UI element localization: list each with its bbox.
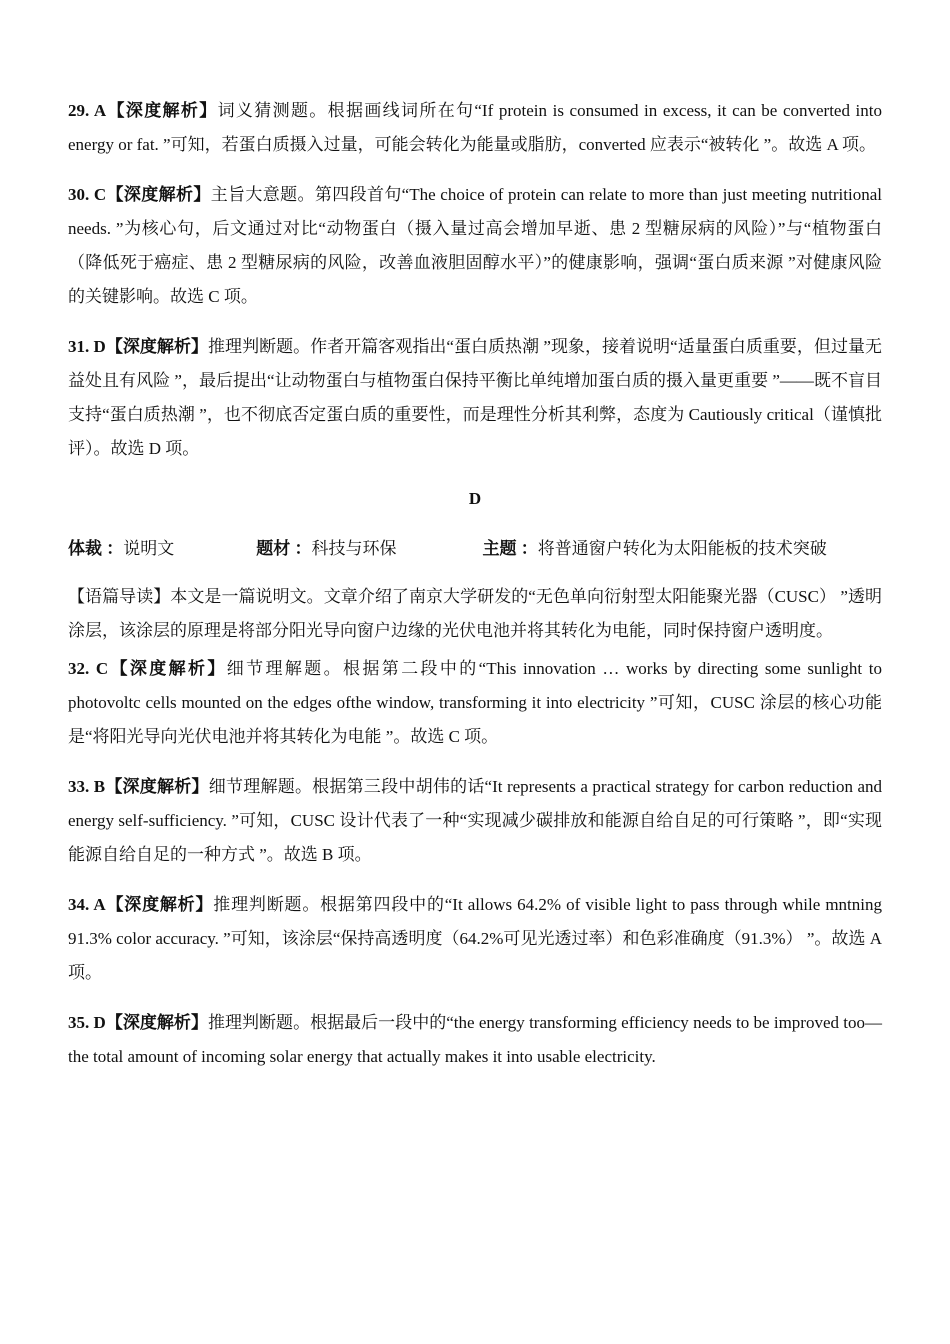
intro-tag: 【语篇导读】 [68, 587, 171, 606]
genre-value: 说明文 [123, 539, 175, 558]
analysis-tag: 【深度解析】 [106, 101, 218, 120]
analysis-tag: 【深度解析】 [108, 659, 227, 678]
question-number: 33. B [68, 777, 106, 796]
answer-34 [68, 888, 882, 990]
question-number: 35. D [68, 1013, 106, 1032]
document-page [68, 94, 882, 1090]
answer-33 [68, 770, 882, 872]
answer-29 [68, 94, 882, 162]
topic-label: 题材 ： [256, 539, 312, 558]
question-number: 32. C [68, 659, 109, 678]
passage-intro [68, 580, 882, 648]
theme-value: 将普通窗户转化为太阳能板的技术突破 [537, 539, 827, 558]
analysis-tag: 【深度解析】 [105, 1013, 208, 1032]
analysis-text: 细节理解题。根据第二段中的“This innovation … works by directing some sunlight to photovoltc cells mounted on the edges ofthe window, transforming it into electricity ”可知，CUSC 涂层的核心功能是“将阳光导向光伏电池并将其转化为电能 ”。故选 C 项。 [68, 659, 882, 746]
answer-30 [68, 178, 882, 314]
answer-31 [68, 330, 882, 466]
analysis-text: 推理判断题。根据第四段中的“It allows 64.2% of visible light to pass through while mntning 91.3% color accuracy. ”可知，该涂层“保持高透明度（64.2%可见光透过率）和色彩准确度（91.3%） ”。故选 A 项。 [68, 895, 883, 982]
analysis-tag: 【深度解析】 [105, 337, 209, 356]
analysis-text: 推理判断题。根据最后一段中的“the energy transforming efficiency needs to be improved too—the total amount of incoming solar energy that actually makes it into usable electricity. [68, 1013, 883, 1066]
analysis-text: 主旨大意题。第四段首句“The choice of protein can relate to more than just meeting nutritional needs. ”为核心句，后文通过对比“动物蛋白（摄入量过高会增加早逝、患 2 型糖尿病的风险）”与“植物蛋白（降低死于癌症、患 2 型糖尿病的风险，改善血液胆固醇水平）”的健康影响，强调“蛋白质来源 ”对健康风险的关键影响。故选 C 项。 [68, 185, 882, 306]
passage-meta [68, 532, 882, 566]
analysis-tag: 【深度解析】 [105, 895, 214, 914]
theme-label: 主题 ： [482, 539, 538, 558]
analysis-tag: 【深度解析】 [106, 185, 211, 204]
intro-text: 本文是一篇说明文。文章介绍了南京大学研发的“无色单向衍射型太阳能聚光器（CUSC） ”透明涂层，该涂层的原理是将部分阳光导向窗户边缘的光伏电池并将其转化为电能，同时保持窗户透明度。 [68, 587, 883, 640]
section-title: D [468, 489, 482, 508]
genre-label: 体裁 ： [68, 539, 124, 558]
analysis-text: 细节理解题。根据第三段中胡伟的话“It represents a practical strategy for carbon reduction and energy self-sufficiency. ”可知，CUSC 设计代表了一种“实现减少碳排放和能源自给自足的可行策略 ”，即“实现能源自给自足的一种方式 ”。故选 B 项。 [68, 777, 882, 864]
analysis-text: 词义猜测题。根据画线词所在句“If protein is consumed in excess, it can be converted into energy or fat. ”可知，若蛋白质摄入过量，可能会转化为能量或脂肪，converted 应表示“被转化 ”。故选 A 项。 [68, 101, 882, 154]
answer-35 [68, 1006, 882, 1074]
question-number: 30. C [68, 185, 107, 204]
question-number: 34. A [68, 895, 106, 914]
topic-value: 科技与环保 [311, 539, 397, 558]
question-number: 31. D [68, 337, 106, 356]
analysis-text: 推理判断题。作者开篇客观指出“蛋白质热潮 ”现象，接着说明“适量蛋白质重要，但过量无益处且有风险 ”，最后提出“让动物蛋白与植物蛋白保持平衡比单纯增加蛋白质的摄入量更重要 ”——既不盲目支持“蛋白质热潮 ”，也不彻底否定蛋白质的重要性，而是理性分析其利弊，态度为 Cautiously critical（谨慎批评）。故选 D 项。 [68, 337, 883, 458]
question-number: 29. A [68, 101, 107, 120]
analysis-tag: 【深度解析】 [105, 777, 209, 796]
answer-32 [68, 652, 882, 754]
